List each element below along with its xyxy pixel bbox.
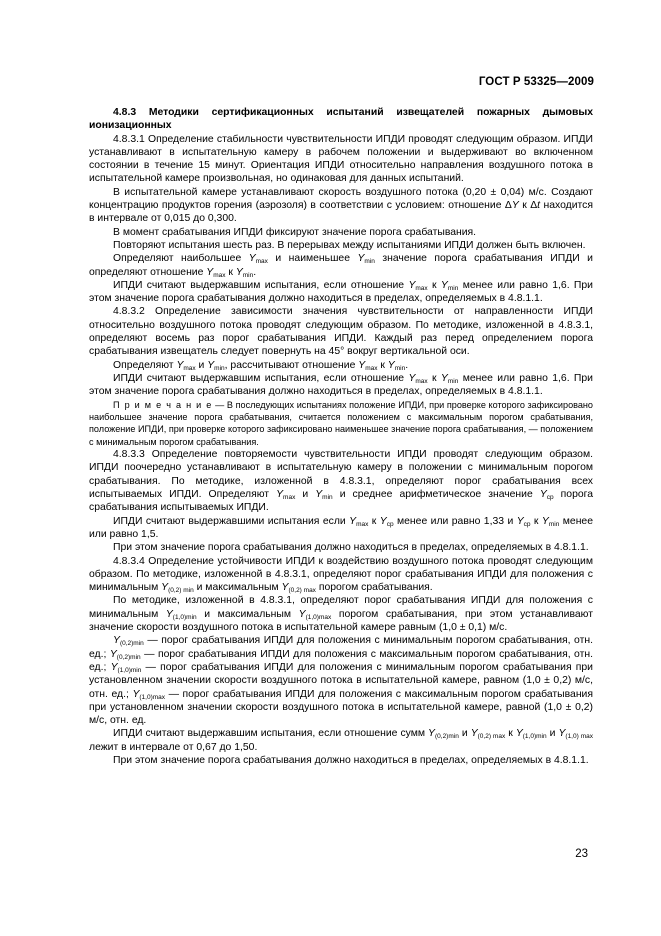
note: П р и м е ч а н и е — В последующих испытаниях положение ИПДИ, при проверке которого зафиксировано наибольшее значение порога срабатывания, считается положением с максимальным порогом срабатывания, положение ИПДИ, при проверке которого зафиксировано наименьшее значение порога срабатывания, — положением с минимальным порогом срабатывания. [89, 399, 593, 447]
paragraph-pass-criterion-2: ИПДИ считают выдержавшим испытания, если отношение $Y_{max}$ к $Y_{min}$ менее или равно 1,6. При этом значение порога срабатывания должно находиться в пределах, определяемых в 4.8.1.1. [89, 372, 593, 398]
paragraph-4-8-3-3: 4.8.3.3 Определение повторяемости чувствительности ИПДИ проводят следующим образом. ИПДИ поочередно устанавливают в испытательную камеру в положении с минимальным порогом срабатывания. По методике, изложенной в 4.8.3.1, определяют порог срабатывания всех испытываемых ИПДИ. Определяют $Y_{max}$ и $Y_{min}$ и среднее арифметическое значение $Y_{ср}$ порога срабатывания испытываемых ИПДИ. [89, 449, 593, 514]
page-content [89, 106, 593, 767]
page-number: 23 [575, 848, 588, 860]
section-heading: 4.8.3 Методики сертификационных испытаний извещателей пожарных дымовых ионизационных [89, 107, 593, 132]
paragraph-ratio-definition: Определяют наибольшее $Y_{max}$ и наименьшее $Y_{min}$ значение порога срабатывания ИПДИ и определяют отношение $Y_{max}$ к $Y_{min}$. [89, 253, 593, 279]
paragraph-threshold-fix: В момент срабатывания ИПДИ фиксируют значение порога срабатывания. [113, 226, 477, 238]
paragraph-4-8-3-4: 4.8.3.4 Определение устойчивости ИПДИ к воздействию воздушного потока проводят следующим образом. По методике, изложенной в 4.8.3.1, определяют порог срабатывания ИПДИ для положения с минимальным $Y_{(0,2) min}$ и максимальным $Y_{(0,2) max}$ порогом срабатывания. [89, 555, 593, 595]
paragraph-repeat: Повторяют испытания шесть раз. В перерывах между испытаниями ИПДИ должен быть включен. [113, 239, 586, 251]
paragraph-ratio-2: Определяют $Y_{max}$ и $Y_{min}$, рассчитывают отношение $Y_{max}$ к $Y_{min}$. [113, 359, 409, 372]
paragraph-symbol-definitions: $Y_{(0,2)min}$ — порог срабатывания ИПДИ для положения с минимальным порогом срабатывания, отн. ед.; $Y_{(0,2)min}$ — порог срабатывания ИПДИ для положения с максимальным порогом срабатывания, отн. ед.; $Y_{(1,0)min}$ — порог срабатывания ИПДИ для положения с минимальным порогом срабатывания при установленном значении скорости воздушного потока в испытательной камере, равном (1,0 ± 0,2) м/с, отн. ед.; $Y_{(1,0)max}$ — порог срабатывания ИПДИ для положения с максимальным порогом срабатывания при установленном значении скорости воздушного потока в испытательной камере, равной (1,0 ± 0,2) м/с, отн. ед. [89, 635, 593, 727]
paragraph-pass-criterion-1: ИПДИ считают выдержавшим испытания, если отношение $Y_{max}$ к $Y_{min}$ менее или равно 1,6. При этом значение порога срабатывания должно находиться в пределах, определяемых в 4.8.1.1. [89, 279, 593, 305]
paragraph-4-8-3-2: 4.8.3.2 Определение зависимости значения чувствительности от направленности ИПДИ относительно воздушного потока проводят следующим образом. По методике, изложенной в 4.8.3.1, определяют восемь раз порог срабатывания ИПДИ. Каждый раз перед определением порога срабатывания извещатель следует повернуть на 45° вокруг вертикальной оси. [89, 306, 593, 358]
paragraph-pass-criterion-4: ИПДИ считают выдержавшим испытания, если отношение сумм $Y_{(0,2)min}$ и $Y_{(0,2) max}$ к $Y_{(1,0)min}$ и $Y_{(1,0) max}$ лежит в интервале от 0,67 до 1,50. [89, 728, 593, 753]
paragraph-high-airflow: По методике, изложенной в 4.8.3.1, определяют порог срабатывания ИПДИ для положения с минимальным $Y_{(1,0)min}$ и максимальным $Y_{(1,0)max}$ порогом срабатывания, при этом устанавливают значение скорости воздушного потока в испытательной камере равным (1,0 ± 0,1) м/с. [89, 595, 593, 634]
paragraph-airflow: В испытательной камере устанавливают скорость воздушного потока (0,20 ± 0,04) м/с. Создают концентрацию продуктов горения (аэрозоля) в соответствии с условием: отношение ΔY к Δt находится в интервале от 0,015 до 0,300. [89, 186, 593, 225]
paragraph-pass-criterion-3: ИПДИ считают выдержавшими испытания если $Y_{max}$ к $Y_{ср}$ менее или равно 1,33 и $Y_{ср}$ к $Y_{min}$ менее или равно 1,5. [89, 515, 593, 540]
standard-number: ГОСТ Р 53325—2009 [478, 76, 594, 88]
paragraph-limits-1: При этом значение порога срабатывания должно находиться в пределах, определяемых в 4.8.1.1. [113, 542, 589, 554]
paragraph-4-8-3-1: 4.8.3.1 Определение стабильности чувствительности ИПДИ проводят следующим образом. ИПДИ устанавливают в испытательную камеру в рабочем положении и выдерживают во включенном состоянии в течение 15 минут. Ориентация ИПДИ относительно направления воздушного потока в испытательной камере произвольная, но одинаковая для данных испытаний. [89, 133, 593, 185]
paragraph-limits-2: При этом значение порога срабатывания должно находиться в пределах, определяемых в 4.8.1.1. [113, 754, 589, 766]
note-label: П р и м е ч а н и е [113, 399, 213, 410]
